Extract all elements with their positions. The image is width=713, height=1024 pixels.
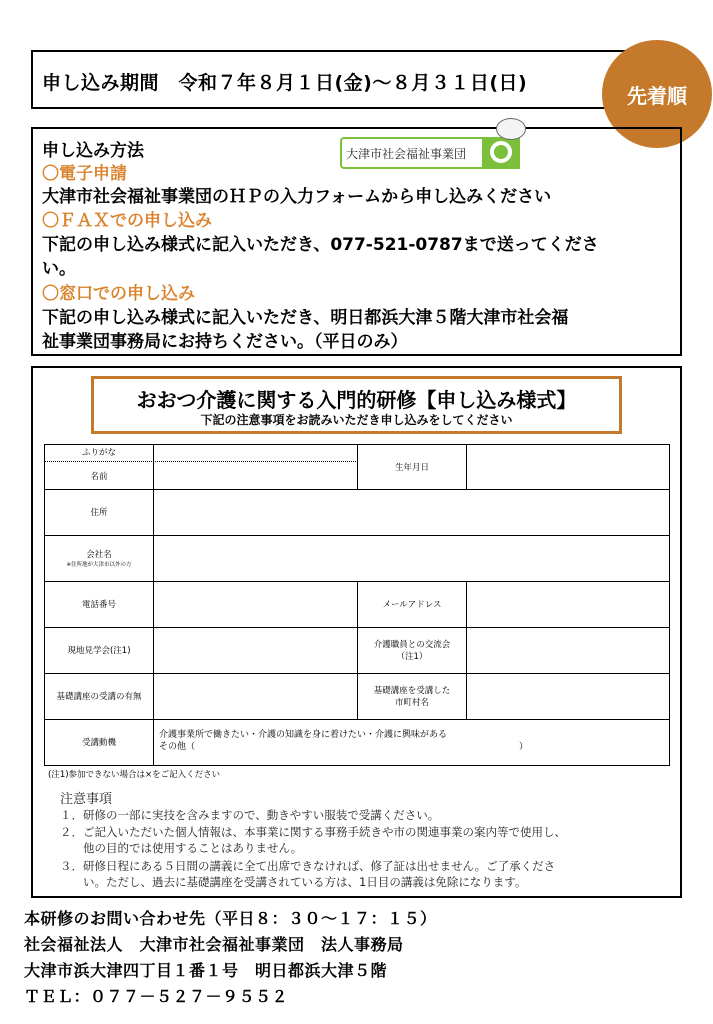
fax-text-1: 下記の申し込み様式に記入いただき、077-521-0787まで送ってくださ bbox=[42, 235, 599, 255]
name-input-cell[interactable] bbox=[153, 444, 358, 490]
company-label: 会社名 bbox=[86, 550, 112, 560]
basic-course-input-cell[interactable] bbox=[153, 673, 358, 720]
organization-logo-text: 大津市社会福祉事業団 bbox=[346, 147, 467, 161]
contact-heading: 本研修のお問い合わせ先（平日８：３０～１７：１５） bbox=[24, 909, 437, 928]
phone-input-cell[interactable] bbox=[153, 581, 358, 628]
basic-city-input-cell[interactable] bbox=[466, 673, 670, 720]
basic-course-label: 基礎講座の受講の有無 bbox=[56, 692, 142, 702]
form-title: おおつ介護に関する入門的研修【申し込み様式】 bbox=[136, 388, 577, 412]
exchange-input-cell[interactable] bbox=[466, 627, 670, 674]
fax-heading: 〇ＦＡＸでの申し込み bbox=[42, 211, 212, 231]
notice-item-2-cont: 他の目的では使用することはありません。 bbox=[60, 841, 303, 855]
exchange-label-1: 介護職員との交流会 bbox=[373, 640, 451, 650]
notice-item-3: ３．研修日程にある５日間の講義に全て出席できなければ、修了証は出せません。ご了承くださ bbox=[60, 859, 556, 873]
name-label: 名前 bbox=[90, 472, 108, 482]
phone-label: 電話番号 bbox=[81, 600, 116, 610]
notice-item-2: ２．ご記入いただいた個人情報は、本事業に関する事務手続きや市の関連事業の案内等で使用し、 bbox=[60, 825, 566, 839]
notice-item-3-cont: い。ただし、過去に基礎講座を受講されている方は、1日目の講義は免除になります。 bbox=[60, 875, 527, 889]
site-visit-input-cell[interactable] bbox=[153, 627, 358, 674]
application-period: 申し込み期間 令和７年８月１日(金)～８月３１日(日) bbox=[42, 72, 528, 94]
electronic-heading: 〇電子申請 bbox=[42, 164, 127, 184]
birthdate-input-cell[interactable] bbox=[466, 444, 670, 490]
method-heading: 申し込み方法 bbox=[42, 141, 144, 161]
motive-options bbox=[159, 729, 528, 753]
motive-options-text: 介護事業所で働きたい・介護の知識を身に着けたい・介護に興味がある bbox=[159, 730, 448, 740]
counter-heading: 〇窓口での申し込み bbox=[42, 284, 195, 304]
speech-bubble-icon bbox=[496, 118, 526, 140]
basic-city-label-2: 市町村名 bbox=[394, 698, 429, 708]
birthdate-label: 生年月日 bbox=[394, 463, 429, 473]
motive-label: 受講動機 bbox=[81, 738, 116, 748]
counter-text-2: 祉事業団事務局にお持ちください。（平日のみ） bbox=[42, 332, 408, 352]
exchange-label-2: （注1） bbox=[396, 652, 428, 662]
contact-phone: ＴＥＬ：０７７－５２７－９５５２ bbox=[24, 987, 289, 1006]
motive-other-text: その他（ ） bbox=[159, 742, 529, 753]
form-note-1: (注1)参加できない場合は×をご記入ください bbox=[48, 770, 221, 780]
contact-address: 大津市浜大津四丁目１番１号 明日都浜大津５階 bbox=[24, 961, 388, 980]
company-input-cell[interactable] bbox=[153, 535, 670, 582]
basic-city-label-1: 基礎講座を受講した bbox=[373, 686, 451, 696]
contact-organization: 社会福祉法人 大津市社会福祉事業団 法人事務局 bbox=[24, 935, 404, 954]
first-come-badge-label: 先着順 bbox=[627, 84, 687, 108]
form-subtitle: 下記の注意事項をお読みいただき申し込みをしてください bbox=[200, 413, 513, 427]
electronic-text: 大津市社会福祉事業団のＨＰの入力フォームから申し込みください bbox=[42, 187, 552, 207]
notice-item-1: １．研修の一部に実技を含みますので、動きやすい服装で受講ください。 bbox=[60, 808, 440, 822]
email-input-cell[interactable] bbox=[466, 581, 670, 628]
fax-text-2: い。 bbox=[42, 259, 76, 279]
email-label: メールアドレス bbox=[382, 600, 442, 610]
company-note: ※住所地が大津市以外の方 bbox=[66, 562, 132, 568]
address-label: 住所 bbox=[90, 508, 108, 518]
site-visit-label: 現地見学会(注1) bbox=[67, 646, 131, 656]
furigana-label: ふりがな bbox=[81, 448, 116, 458]
notice-heading: 注意事項 bbox=[60, 792, 113, 807]
logo-mark-icon bbox=[490, 141, 512, 163]
address-input-cell[interactable] bbox=[153, 489, 670, 536]
counter-text-1: 下記の申し込み様式に記入いただき、明日都浜大津５階大津市社会福 bbox=[42, 308, 569, 328]
